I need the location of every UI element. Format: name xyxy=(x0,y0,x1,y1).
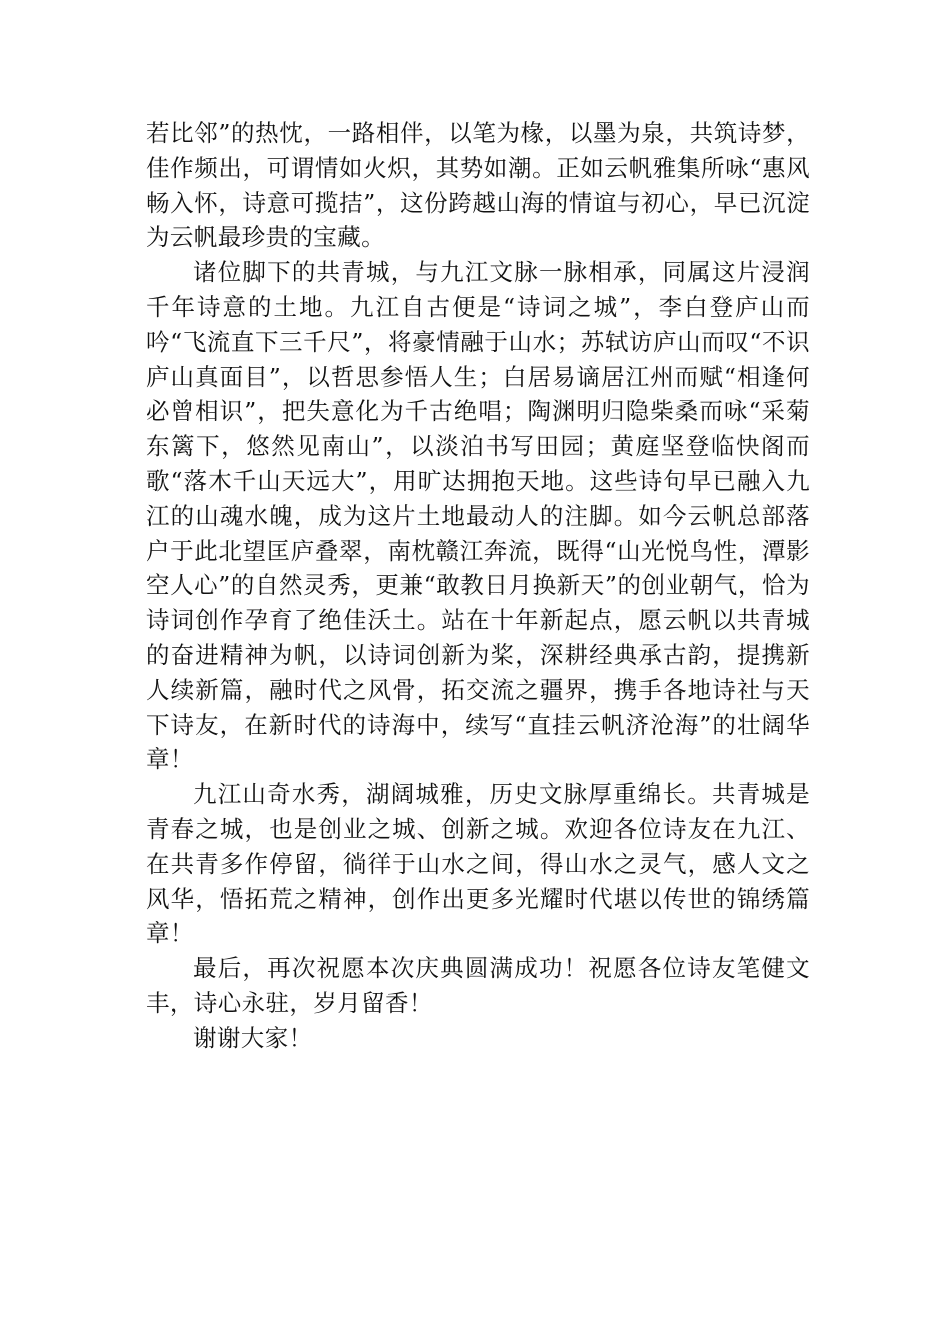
paragraph-3: 九江山奇水秀，湖阔城雅，历史文脉厚重绵长。共青城是青春之城，也是创业之城、创新之城。欢迎各位诗友在九江、在共青多作停留，徜徉于山水之间，得山水之灵气，感人文之风华，悟拓荒之精神，创作出更多光耀时代堪以传世的锦绣篇章！ xyxy=(146,780,810,948)
paragraph-1: 若比邻”的热忱，一路相伴，以笔为椽，以墨为泉，共筑诗梦，佳作频出，可谓情如火炽，其势如潮。正如云帆雅集所咏“惠风畅入怀，诗意可揽拮”，这份跨越山海的情谊与初心，早已沉淀为云帆最珍贵的宝藏。 xyxy=(146,119,810,252)
paragraph-4: 最后，再次祝愿本次庆典圆满成功！祝愿各位诗友笔健文丰，诗心永驻，岁月留香！ xyxy=(146,954,810,1017)
paragraph-5: 谢谢大家！ xyxy=(193,1023,313,1052)
document-body xyxy=(146,116,810,1056)
paragraph-2: 诸位脚下的共青城，与九江文脉一脉相承，同属这片浸润千年诗意的土地。九江自古便是“诗词之城”，李白登庐山而吟“飞流直下三千尺”，将豪情融于山水；苏轼访庐山而叹“不识庐山真面目”，以哲思参悟人生；白居易谪居江州而赋“相逢何必曾相识”，把失意化为千古绝唱；陶渊明归隐柴桑而咏“采菊东篱下，悠然见南山”，以淡泊书写田园；黄庭坚登临快阁而歌“落木千山天远大”，用旷达拥抱天地。这些诗句早已融入九江的山魂水魄，成为这片土地最动人的注脚。如今云帆总部落户于此北望匡庐叠翠，南枕赣江奔流，既得“山光悦鸟性，潭影空人心”的自然灵秀，更兼“敢教日月换新天”的创业朝气，恰为诗词创作孕育了绝佳沃土。站在十年新起点，愿云帆以共青城的奋进精神为帆，以诗词创新为桨，深耕经典承古韵，提携新人续新篇，融时代之风骨，拓交流之疆界，携手各地诗社与天下诗友，在新时代的诗海中，续写“直挂云帆济沧海”的壮阔华章！ xyxy=(146,258,810,774)
